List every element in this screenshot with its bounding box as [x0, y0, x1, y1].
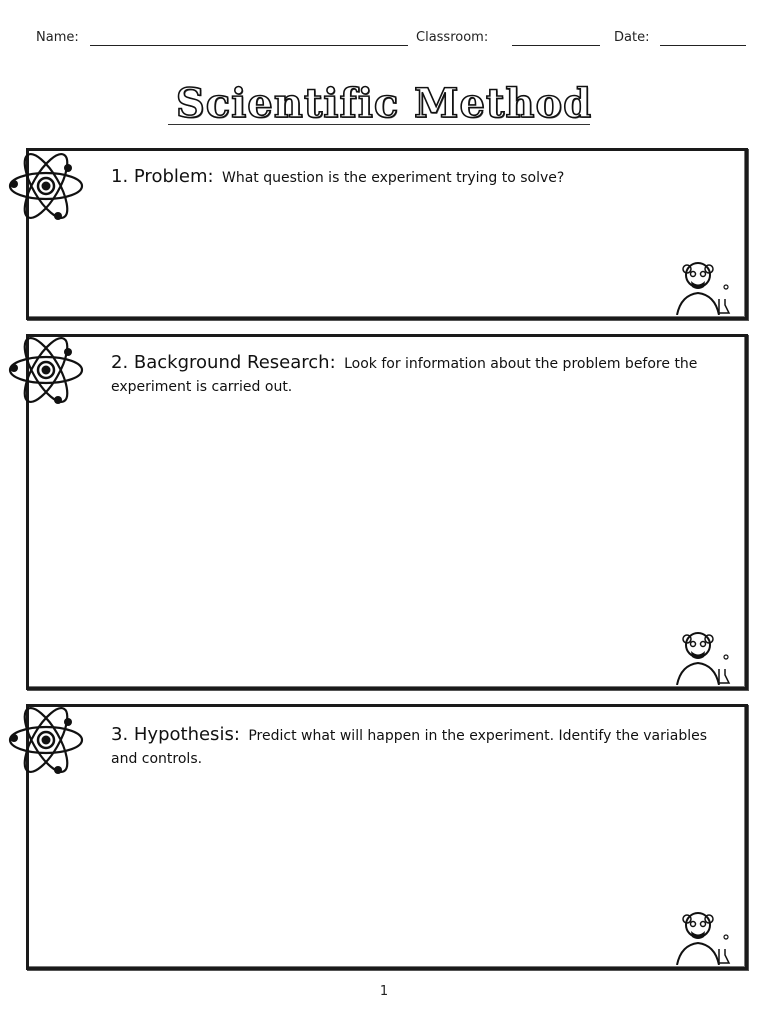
section-box-hypothesis[interactable] [26, 704, 748, 970]
section-description: Look for information about the problem before the experiment is carried out. [111, 356, 698, 395]
section-description: What question is the experiment trying to solve? [222, 170, 565, 186]
section-heading: 3. Hypothesis: [111, 724, 240, 745]
section-text [111, 723, 731, 771]
classroom-label: Classroom: [416, 30, 489, 45]
section-box-background-research[interactable] [26, 334, 748, 690]
page-title: Scientific Method [175, 80, 593, 127]
scientist-icon [673, 257, 731, 315]
scientist-icon [673, 907, 731, 965]
atom-icon [6, 700, 86, 780]
section-box-problem[interactable] [26, 148, 748, 320]
section-text [111, 165, 731, 190]
title-underline [168, 124, 590, 125]
atom-icon [6, 146, 86, 226]
section-heading: 2. Background Research: [111, 352, 336, 373]
section-description: Predict what will happen in the experiment. Identify the variables and controls. [111, 728, 708, 767]
section-text [111, 351, 731, 399]
name-label: Name: [36, 30, 79, 45]
page-number: 1 [379, 984, 389, 999]
header-fields [36, 30, 748, 50]
section-heading: 1. Problem: [111, 166, 214, 187]
date-label: Date: [614, 30, 650, 45]
scientist-icon [673, 627, 731, 685]
date-field[interactable] [660, 45, 746, 46]
atom-icon [6, 330, 86, 410]
classroom-field[interactable] [512, 45, 600, 46]
name-field[interactable] [90, 45, 408, 46]
